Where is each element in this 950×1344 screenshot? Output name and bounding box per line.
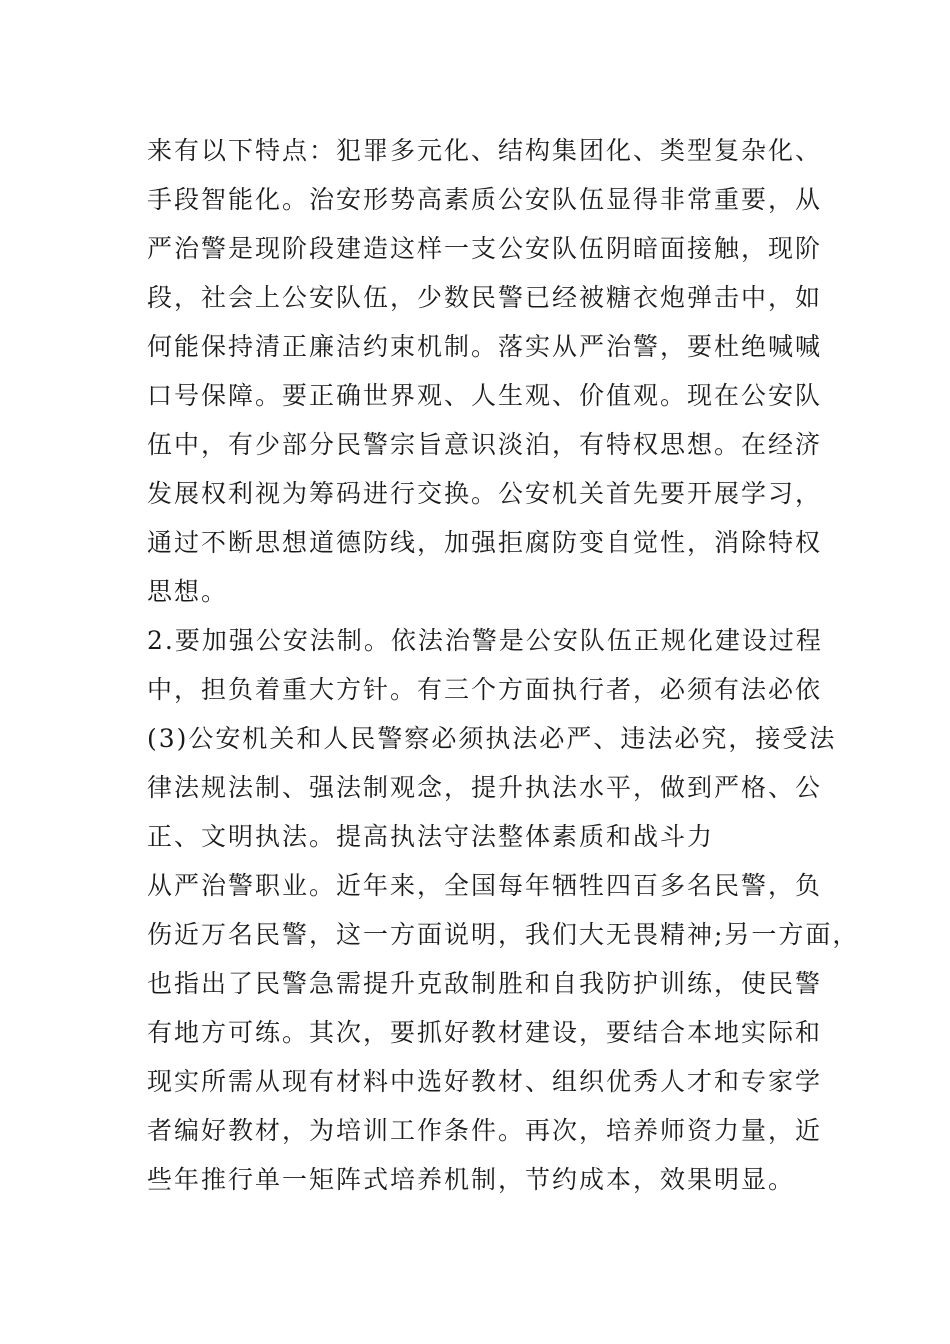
text-line: 些年推行单一矩阵式培养机制，节约成本，效果明显。 — [147, 1165, 796, 1194]
text-line: 伍中，有少部分民警宗旨意识淡泊，有特权思想。在经济 — [147, 430, 823, 459]
text-line: 现实所需从现有材料中选好教材、组织优秀人才和专家学 — [147, 1067, 823, 1096]
text-line: 也指出了民警急需提升克敌制胜和自我防护训练，使民警 — [147, 969, 823, 998]
text-line: 伤近万名民警，这一方面说明，我们大无畏精神;另一方面， — [147, 920, 860, 949]
text-line: 有地方可练。其次，要抓好教材建设，要结合本地实际和 — [147, 1018, 823, 1047]
text-line: 严治警是现阶段建造这样一支公安队伍阴暗面接触，现阶 — [147, 234, 823, 263]
text-line: 律法规法制、强法制观念，提升执法水平，做到严格、公 — [147, 773, 823, 802]
text-line: 正、文明执法。提高执法守法整体素质和战斗力 — [147, 822, 715, 851]
text-line: 来有以下特点：犯罪多元化、结构集团化、类型复杂化、 — [147, 136, 823, 165]
text-line: 通过不断思想道德防线，加强拒腐防变自觉性，消除特权 — [147, 528, 823, 557]
text-line: 段，社会上公安队伍，少数民警已经被糖衣炮弹击中，如 — [147, 283, 823, 312]
text-line: 从严治警职业。近年来，全国每年牺牲四百多名民警，负 — [147, 871, 823, 900]
text-line: (3)公安机关和人民警察必须执法必严、违法必究，接受法 — [147, 724, 837, 753]
text-line: 口号保障。要正确世界观、人生观、价值观。现在公安队 — [147, 381, 823, 410]
text-line: 中，担负着重大方针。有三个方面执行者，必须有法必依 — [147, 675, 823, 704]
text-line: 者编好教材，为培训工作条件。再次，培养师资力量，近 — [147, 1116, 823, 1145]
text-line: 何能保持清正廉洁约束机制。落实从严治警，要杜绝喊喊 — [147, 332, 823, 361]
text-line: 发展权利视为筹码进行交换。公安机关首先要开展学习， — [147, 479, 823, 508]
text-line: 思想。 — [147, 577, 229, 606]
text-line: 手段智能化。治安形势高素质公安队伍显得非常重要，从 — [147, 185, 823, 214]
text-line: 2.要加强公安法制。依法治警是公安队伍正规化建设过程 — [147, 626, 823, 655]
